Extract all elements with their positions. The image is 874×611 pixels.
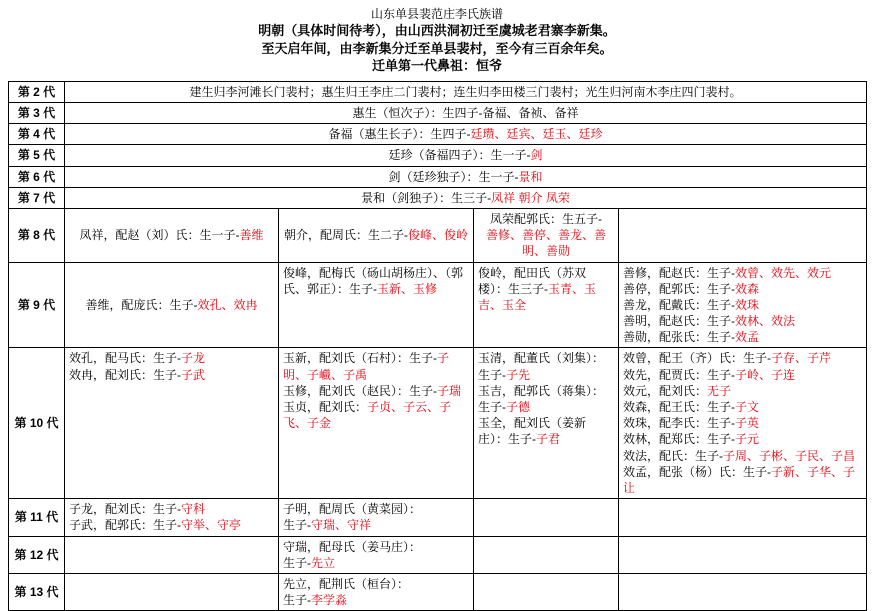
- table-row: [9, 208, 867, 262]
- genealogy-cell: 守瑞，配母氏（姜马庄）： 生子-先立: [279, 536, 474, 573]
- genealogy-cell: 建生归李河滩长门裴村；惠生归王李庄二门裴村；连生归李田楼三门裴村；光生归河南木李庄四门裴村。: [65, 81, 867, 102]
- table-row: [9, 536, 867, 573]
- genealogy-cell: [474, 536, 619, 573]
- genealogy-cell: 效曾，配王（齐）氏：生子-子存、子芹 效先，配贾氏：生子-子岭、子连 效元，配刘氏：无子 效森，配王氏：生子-子文 效珠，配李氏：生子-子英 效林，配郑氏：生子-子元 效法，配氏：生子-子周、子彬、子民、子昌 效孟，配张（杨）氏：生子-子新、子华、子让: [619, 348, 867, 499]
- genealogy-cell: 善维，配庞氏：生子-效孔、效冉: [65, 262, 279, 348]
- genealogy-cell: 凤荣配郭氏：生五子- 善修、善停、善龙、善明、善勋: [474, 208, 619, 262]
- genealogy-cell: 玉清，配董氏（刘集）：生子-子先 玉吉，配郭氏（蒋集）：生子-子德 玉全，配刘氏（姜新庄）：生子-子君: [474, 348, 619, 499]
- generation-label: 第 12 代: [9, 536, 65, 573]
- table-row: [9, 124, 867, 145]
- genealogy-cell: 效孔，配马氏：生子-子龙 效冉，配刘氏：生子-子武: [65, 348, 279, 499]
- page-title: 山东单县裴范庄李氏族谱: [370, 7, 503, 21]
- genealogy-cell: 廷珍（备福四子）：生一子-剑: [65, 145, 867, 166]
- genealogy-cell: [474, 573, 619, 610]
- table-row: [9, 103, 867, 124]
- genealogy-cell: [474, 499, 619, 536]
- genealogy-cell: 朝介，配周氏：生二子-俊峰、俊岭: [279, 208, 474, 262]
- genealogy-cell: [65, 573, 279, 610]
- header-line-2: 明朝（具体时间待考），由山西洪洞初迁至虞城老君寨李新集。: [258, 23, 616, 39]
- genealogy-cell: [619, 208, 867, 262]
- genealogy-cell: [619, 499, 867, 536]
- genealogy-cell: [619, 536, 867, 573]
- genealogy-cell: 子明，配周氏（黄菜园）： 生子-守瑞、守祥: [279, 499, 474, 536]
- table-row: [9, 187, 867, 208]
- genealogy-cell: 景和（剑独子）：生三子-凤祥 朝介 凤荣: [65, 187, 867, 208]
- genealogy-cell: 剑（廷珍独子）：生一子-景和: [65, 166, 867, 187]
- table-row: [9, 81, 867, 102]
- genealogy-cell: 先立，配荆氏（桓台）： 生子-李学淼: [279, 573, 474, 610]
- genealogy-cell: 玉新，配刘氏（石村）：生子-子明、子巇、子禹 玉修，配刘氏（赵民）：生子-子瑞 玉贞，配刘氏：子贞、子云、子飞、子金: [279, 348, 474, 499]
- generation-label: 第 9 代: [9, 262, 65, 348]
- table-row: [9, 262, 867, 348]
- table-row: [9, 166, 867, 187]
- generation-label: 第 10 代: [9, 348, 65, 499]
- header-line-3: 至天启年间，由李新集分迁至单县裴村，至今有三百余年矣。: [261, 40, 613, 56]
- generation-label: 第 7 代: [9, 187, 65, 208]
- table-row: [9, 573, 867, 610]
- table-row: [9, 348, 867, 499]
- generation-label: 第 11 代: [9, 499, 65, 536]
- genealogy-cell: 备福（惠生长子）：生四子-廷瓒、廷宾、廷玉、廷珍: [65, 124, 867, 145]
- generation-label: 第 13 代: [9, 573, 65, 610]
- table-row: [9, 499, 867, 536]
- generation-label: 第 2 代: [9, 81, 65, 102]
- page-header: [8, 6, 866, 75]
- genealogy-cell: [619, 573, 867, 610]
- genealogy-cell: 凤祥，配赵（刘）氏：生一子-善维: [65, 208, 279, 262]
- generation-label: 第 3 代: [9, 103, 65, 124]
- generation-label: 第 6 代: [9, 166, 65, 187]
- generation-label: 第 8 代: [9, 208, 65, 262]
- genealogy-cell: 俊岭，配田氏（苏双楼）：生三子-玉青、玉吉、玉全: [474, 262, 619, 348]
- genealogy-table-body: [9, 81, 867, 610]
- genealogy-table: [8, 81, 867, 611]
- genealogy-cell: [65, 536, 279, 573]
- genealogy-cell: 善修，配赵氏：生子-效曾、效先、效元 善停，配郭氏：生子-效森 善龙，配戴氏：生子-效珠 善明，配赵氏：生子-效林、效法 善勋，配张氏：生子-效孟: [619, 262, 867, 348]
- genealogy-cell: 惠生（恒次子）：生四子-备福、备祯、备祥: [65, 103, 867, 124]
- generation-label: 第 4 代: [9, 124, 65, 145]
- header-line-4: 迁单第一代鼻祖：恒爷: [371, 58, 502, 74]
- genealogy-cell: 俊峰，配梅氏（砀山胡杨庄）、（郭氏、郭正）：生子-玉新、玉修: [279, 262, 474, 348]
- generation-label: 第 5 代: [9, 145, 65, 166]
- table-row: [9, 145, 867, 166]
- genealogy-cell: 子龙，配刘氏：生子-守科 子武，配郭氏：生子-守举、守亭: [65, 499, 279, 536]
